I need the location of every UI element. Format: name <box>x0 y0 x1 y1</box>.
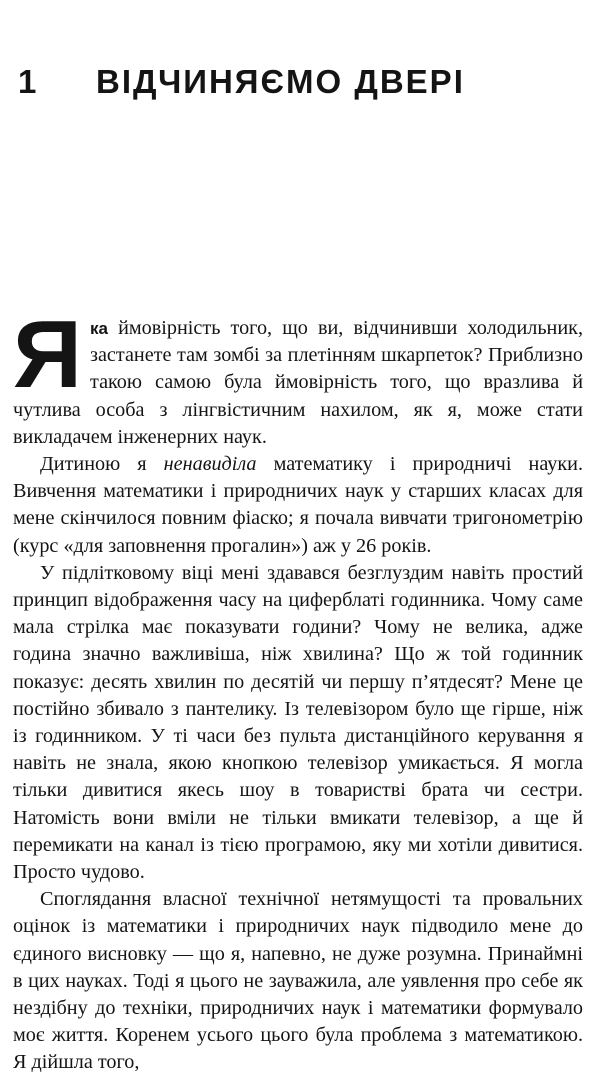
paragraph-1 <box>13 301 583 451</box>
paragraph-3: У підлітковому віці мені здавався безглуздим навіть простий принцип відображення часу на циферблаті годинника. Чому саме мала стрілка має показувати години? Чому не велика, адже година значно важливіша, ніж хвилина? Що ж той годинник показує: десять хвилин по десятій чи першу п’ятдесят? Мене це постійно збивало з пантелику. Із телевізором було ще гірше, ніж із годинником. У ті часи без пульта дистанційного керування я навіть не знала, якою кнопкою телевізор умикається. Я могла тільки дивитися якесь шоу в товаристві брата чи сестри. Натомість вони вміли не тільки вмикати телевізор, а ще й перемикати на канал із тією програмою, яку ми хотіли дивитися. Просто чудово. <box>13 561 583 884</box>
paragraph-2-emphasis: ненавиділа <box>163 453 257 476</box>
lead-word: ка <box>90 319 108 338</box>
paragraph-1-text: ймовірність того, що ви, відчинивши холодильник, застанете там зомбі за плетінням шкарпеток? Приблизно такою самою була ймовірність того, що вразлива й чутлива особа з лінгвістичним нахилом, як я, може стати викладачем інженерних наук. <box>13 317 583 448</box>
chapter-title: ВІДЧИНЯЄМО ДВЕРІ <box>96 63 465 100</box>
paragraph-2-after: математику і природничі науки. Вивчення математики і природничих наук у старших класах для мене скінчилося повним фіаско; я почала вивчати тригонометрію (курс «для заповнення прогалин») аж у 26 років. <box>13 453 584 557</box>
paragraph-2-before: Дитиною я <box>40 453 164 476</box>
chapter-number: 1 <box>18 63 39 100</box>
chapter-heading <box>18 62 465 102</box>
drop-cap: Я <box>13 301 82 408</box>
body-text <box>13 301 584 1077</box>
paragraph-4: Споглядання власної технічної нетямущості та провальних оцінок із математики і природничих наук підводило мене до єдиного висновку — що я, напевно, не дуже розумна. Принаймні в цих науках. Тоді я цього не зауважила, але уявлення про себе як нездібну до техніки, природничих наук і математики формувало моє життя. Коренем усього цього була проблема з математикою. Я дійшла того, <box>13 888 583 1074</box>
paragraph-2 <box>13 451 583 560</box>
